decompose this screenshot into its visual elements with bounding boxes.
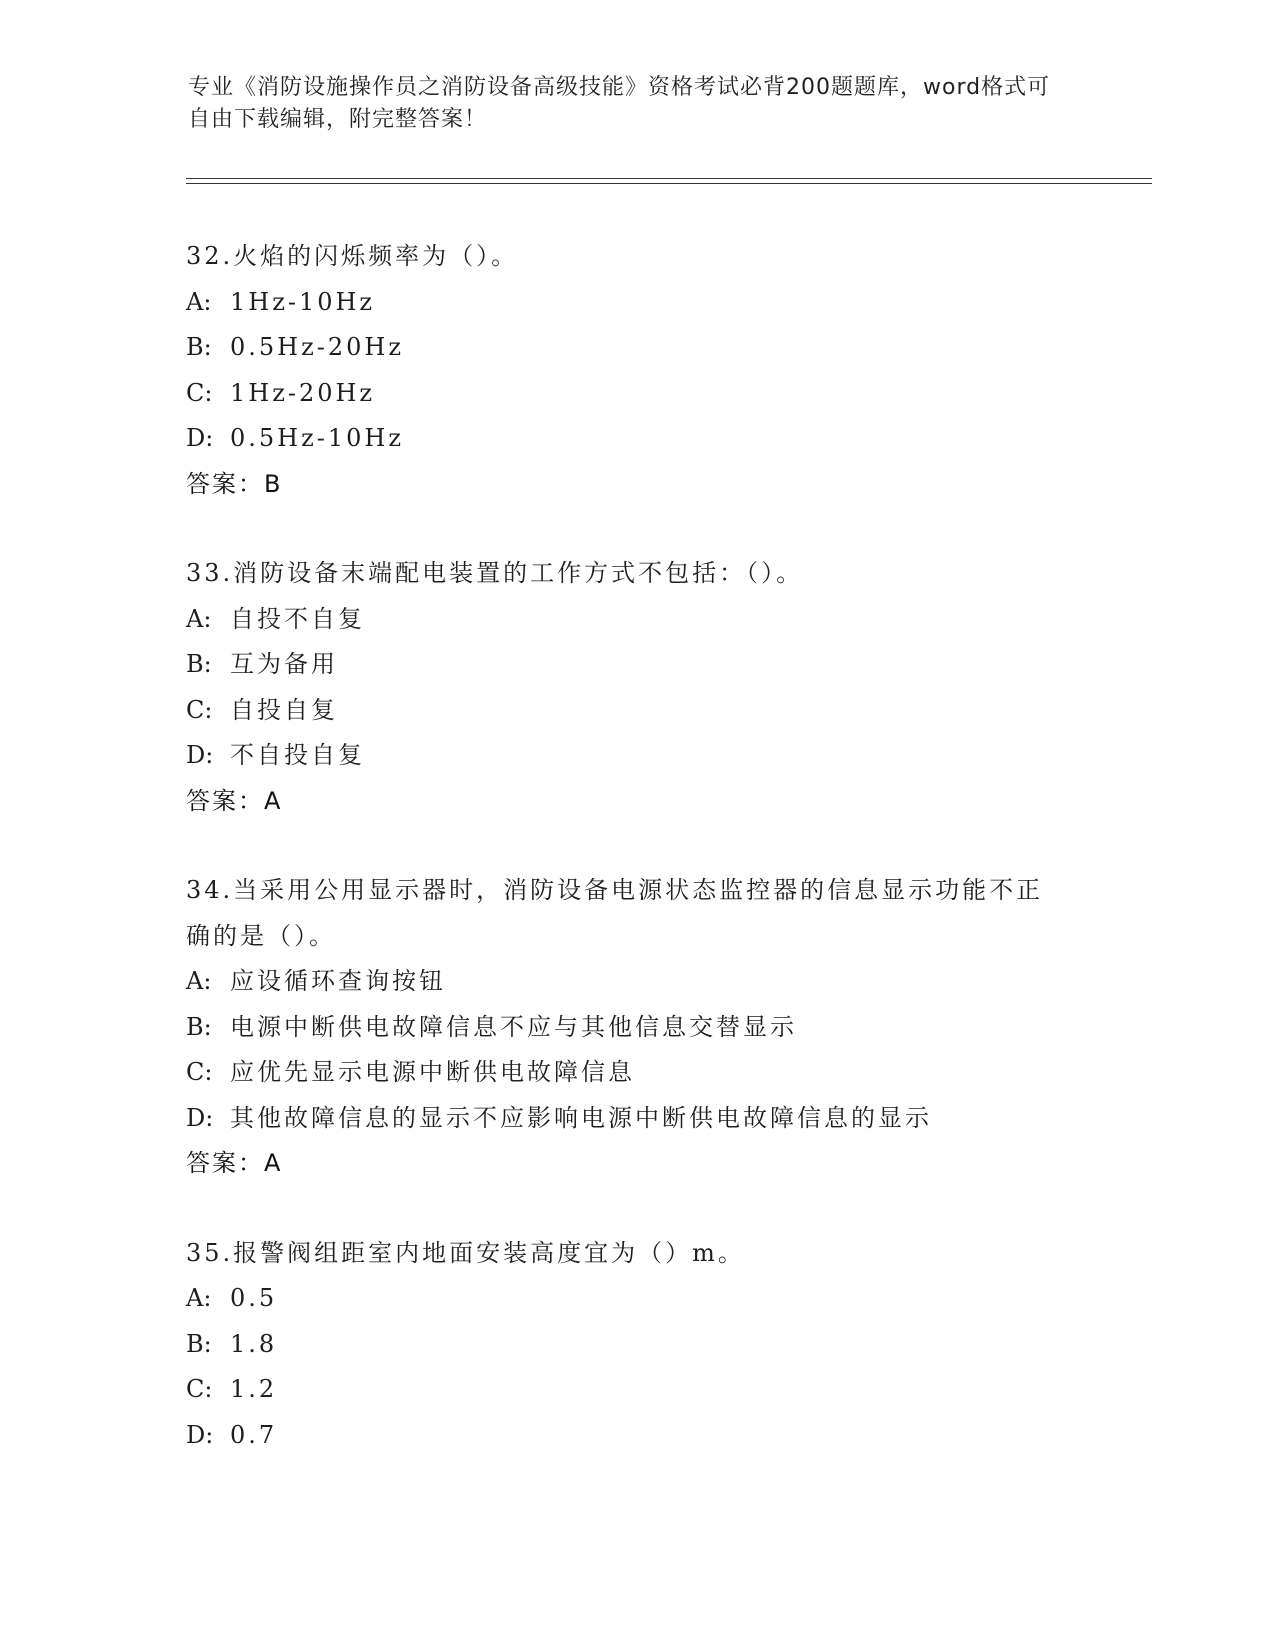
answer-line: 答案：A [186,786,283,815]
option-text: 自投自复 [230,695,338,724]
question-33 [186,551,1086,824]
option-letter: D: [186,424,214,452]
option-a [186,597,1086,643]
option-d [186,1413,1086,1459]
option-text: 1Hz-20Hz [230,378,376,407]
option-text: 1.2 [230,1375,278,1403]
answer-line: 答案：B [186,469,283,498]
option-text: 1.8 [230,1329,278,1358]
option-c [186,371,1086,417]
option-text: 0.5 [230,1284,278,1312]
option-text: 互为备用 [230,650,338,678]
header-rule-top [186,178,1152,179]
option-text: 应优先显示电源中断供电故障信息 [230,1058,635,1086]
option-letter: D: [186,1420,214,1449]
option-letter: C: [186,1375,213,1403]
option-text: 自投不自复 [230,604,365,633]
option-letter: D: [186,1103,214,1132]
question-stem: 35.报警阀组距室内地面安装高度宜为（）m。 [186,1238,745,1267]
option-text: 0.7 [230,1420,278,1449]
option-letter: A: [186,1284,212,1312]
question-35 [186,1231,1086,1459]
question-34 [186,868,1086,1187]
option-b [186,325,1086,371]
option-text: 其他故障信息的显示不应影响电源中断供电故障信息的显示 [230,1103,932,1132]
option-a [186,959,1086,1005]
option-letter: B: [186,1012,212,1041]
option-letter: B: [186,1329,212,1358]
option-text: 不自投自复 [230,741,365,769]
option-letter: D: [186,741,214,769]
option-a [186,280,1086,326]
option-text: 应设循环查询按钮 [230,967,446,995]
option-b [186,1005,1086,1051]
question-stem: 33.消防设备末端配电装置的工作方式不包括：（）。 [186,559,804,587]
question-32 [186,234,1086,507]
option-b [186,1322,1086,1368]
option-letter: A: [186,604,212,633]
option-letter: B: [186,650,212,678]
option-text: 0.5Hz-20Hz [230,333,404,361]
option-letter: C: [186,378,213,407]
option-letter: B: [186,333,212,361]
option-d [186,416,1086,462]
option-text: 电源中断供电故障信息不应与其他信息交替显示 [230,1012,797,1041]
option-letter: A: [186,287,212,316]
question-list [186,234,1086,1502]
option-letter: C: [186,1058,213,1086]
option-letter: A: [186,967,212,995]
option-text: 1Hz-10Hz [230,287,376,316]
document-header: 专业《消防设施操作员之消防设备高级技能》资格考试必背200题题库，word格式可自由下载编辑，附完整答案！ [188,75,1051,132]
option-c [186,1367,1086,1413]
answer-line: 答案：A [186,1149,283,1177]
option-d [186,733,1086,779]
header-rule-bottom [186,183,1152,184]
option-a [186,1276,1086,1322]
option-b [186,642,1086,688]
question-stem: 34.当采用公用显示器时，消防设备电源状态监控器的信息显示功能不正确的是（）。 [186,876,1044,950]
option-d [186,1096,1086,1142]
option-c [186,688,1086,734]
option-letter: C: [186,695,213,724]
question-stem: 32.火焰的闪烁频率为（）。 [186,242,519,270]
option-c [186,1050,1086,1096]
option-text: 0.5Hz-10Hz [230,424,404,452]
